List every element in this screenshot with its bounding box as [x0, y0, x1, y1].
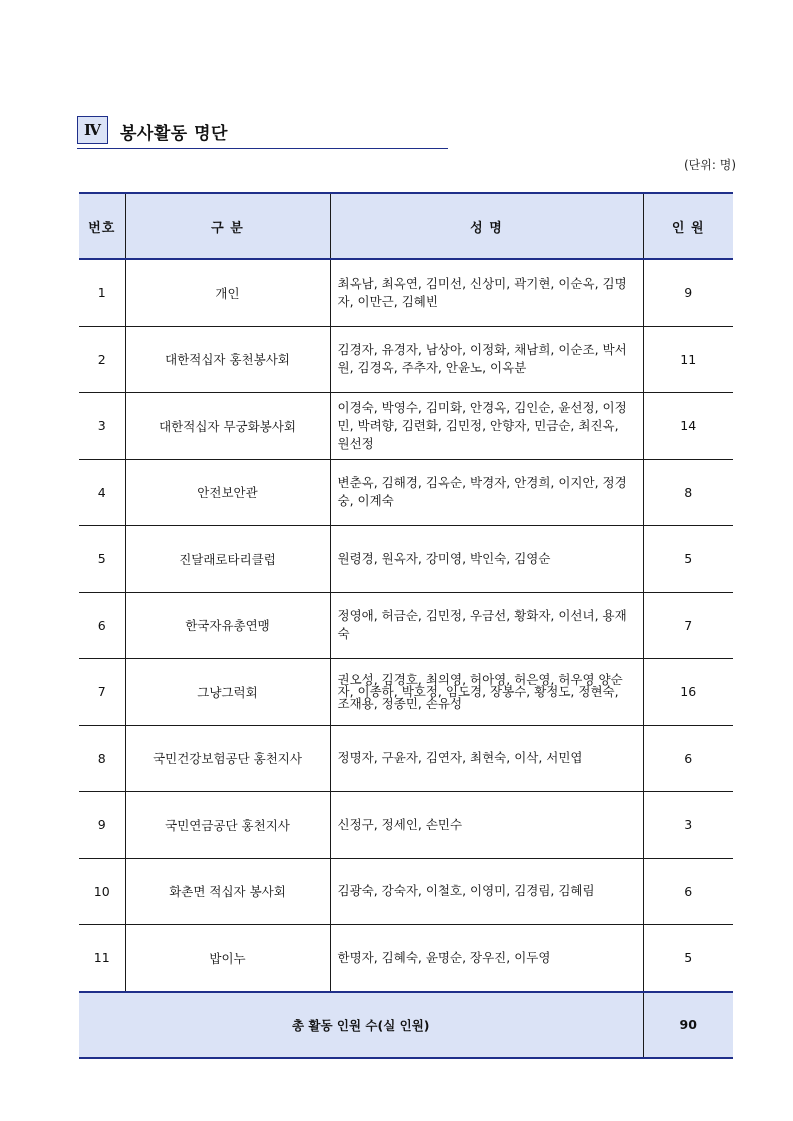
total-row [79, 992, 733, 1058]
row-number: 2 [79, 326, 125, 393]
table-row [79, 326, 733, 393]
table-row [79, 459, 733, 526]
table-row [79, 526, 733, 593]
row-category: 화촌면 적십자 봉사회 [125, 858, 330, 925]
header-number: 번호 [79, 193, 125, 259]
row-category: 진달래로타리클럽 [125, 526, 330, 593]
row-names: 한명자, 김혜숙, 윤명순, 장우진, 이두영 [330, 925, 643, 992]
row-category: 개인 [125, 259, 330, 326]
row-count: 5 [643, 925, 733, 992]
row-number: 7 [79, 659, 125, 726]
row-category: 안전보안관 [125, 459, 330, 526]
row-category: 대한적십자 무궁화봉사회 [125, 393, 330, 460]
header-names: 성 명 [330, 193, 643, 259]
row-number: 3 [79, 393, 125, 460]
row-number: 4 [79, 459, 125, 526]
row-category: 국민연금공단 홍천지사 [125, 792, 330, 859]
row-category: 국민건강보험공단 홍천지사 [125, 725, 330, 792]
table-row [79, 725, 733, 792]
row-names: 정영애, 허금순, 김민정, 우금선, 황화자, 이선녀, 용재숙 [330, 592, 643, 659]
table-row [79, 393, 733, 460]
row-names: 김경자, 유경자, 남상아, 이정화, 채남희, 이순조, 박서원, 김경옥, 주추자, 안윤노, 이옥분 [330, 326, 643, 393]
row-count: 14 [643, 393, 733, 460]
row-number: 1 [79, 259, 125, 326]
row-names: 김광숙, 강숙자, 이철호, 이영미, 김경림, 김혜림 [330, 858, 643, 925]
table-row [79, 792, 733, 859]
row-number: 9 [79, 792, 125, 859]
header-count: 인 원 [643, 193, 733, 259]
row-number: 10 [79, 858, 125, 925]
volunteer-roster-table [79, 192, 733, 1059]
table-row [79, 858, 733, 925]
row-number: 11 [79, 925, 125, 992]
row-category: 대한적십자 홍천봉사회 [125, 326, 330, 393]
row-count: 8 [643, 459, 733, 526]
row-count: 6 [643, 858, 733, 925]
row-names: 원령경, 원옥자, 강미영, 박인숙, 김영순 [330, 526, 643, 593]
table-row [79, 592, 733, 659]
total-count: 90 [643, 992, 733, 1058]
row-count: 6 [643, 725, 733, 792]
section-title: 봉사활동 명단 [120, 124, 228, 144]
row-count: 7 [643, 592, 733, 659]
section-heading [77, 116, 448, 149]
header-category: 구 분 [125, 193, 330, 259]
row-number: 8 [79, 725, 125, 792]
unit-label: (단위: 명) [684, 158, 736, 172]
row-number: 5 [79, 526, 125, 593]
row-category: 밥이누 [125, 925, 330, 992]
section-number-box: Ⅳ [77, 116, 108, 144]
row-names: 최옥남, 최옥연, 김미선, 신상미, 곽기현, 이순옥, 김명자, 이만근, 김혜빈 [330, 259, 643, 326]
row-names: 변춘옥, 김해경, 김옥순, 박경자, 안경희, 이지안, 정경숭, 이계숙 [330, 459, 643, 526]
row-names: 신정구, 정세인, 손민수 [330, 792, 643, 859]
row-names: 권오성, 김경호, 최의영, 허아영, 허은영, 허우영 양순자, 이종하, 박호정, 임도경, 장봉수, 황정도, 정현숙, 조재용, 정종민, 손유성 [330, 659, 643, 726]
table-row [79, 259, 733, 326]
row-count: 5 [643, 526, 733, 593]
table-row [79, 659, 733, 726]
table-header-row [79, 193, 733, 259]
row-count: 16 [643, 659, 733, 726]
row-category: 한국자유총연맹 [125, 592, 330, 659]
row-category: 그냥그럭회 [125, 659, 330, 726]
row-count: 3 [643, 792, 733, 859]
row-names: 이경숙, 박영수, 김미화, 안경옥, 김인순, 윤선정, 이정민, 박려향, 김련화, 김민정, 안향자, 민금순, 최진옥, 원선정 [330, 393, 643, 460]
table-row [79, 925, 733, 992]
row-names: 정명자, 구윤자, 김연자, 최현숙, 이삭, 서민엽 [330, 725, 643, 792]
row-count: 9 [643, 259, 733, 326]
total-label: 총 활동 인원 수(실 인원) [79, 992, 643, 1058]
row-number: 6 [79, 592, 125, 659]
row-count: 11 [643, 326, 733, 393]
